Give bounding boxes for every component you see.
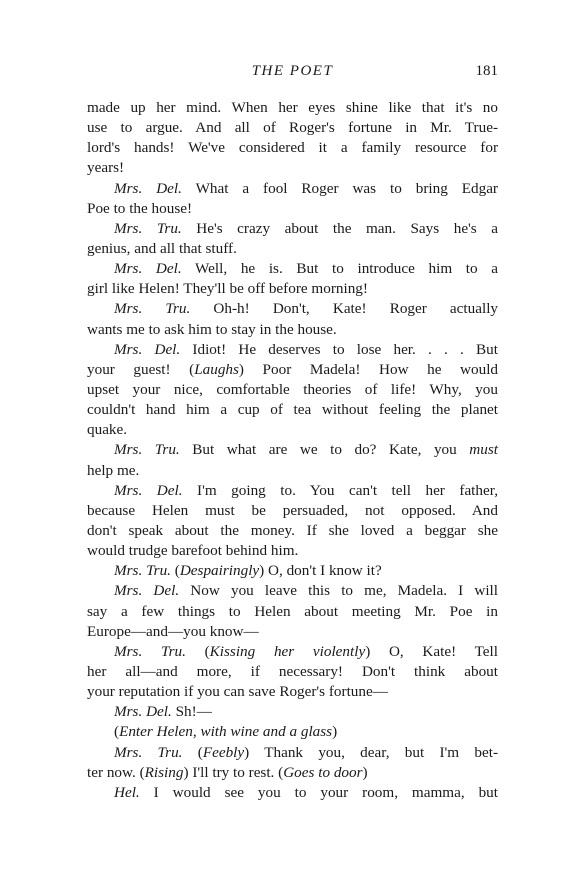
text-line	[87, 219, 498, 239]
italic-text-segment: Mrs. Tru.	[114, 300, 191, 318]
text-segment: ) I'll try to rest. (	[183, 763, 284, 781]
text-segment: I would see you to your room, mamma, but	[139, 783, 498, 801]
italic-text-segment: Mrs. Del.	[114, 582, 180, 600]
text-segment: What a fool Roger was to bring Edgar	[181, 179, 498, 197]
text-segment: ) Thank you, dear, but I'm bet-	[244, 743, 498, 761]
italic-text-segment: must	[469, 441, 498, 459]
text-segment: Poe to the house!	[87, 199, 193, 217]
italic-text-segment: Mrs. Tru.	[114, 219, 182, 237]
italic-text-segment: Kissing her violently	[209, 642, 366, 660]
text-line	[87, 239, 498, 259]
text-segment: girl like Helen! They'll be off before morning!	[87, 280, 368, 298]
text-line	[87, 541, 498, 561]
running-header	[87, 63, 498, 85]
italic-text-segment: Mrs. Del.	[114, 703, 172, 721]
text-line	[87, 158, 498, 178]
italic-text-segment: Hel.	[114, 783, 140, 801]
text-line	[87, 299, 498, 319]
text-line	[87, 259, 498, 279]
text-line	[87, 561, 498, 581]
text-segment: ter now. (	[87, 763, 145, 781]
italic-text-segment: Despairingly	[179, 562, 260, 580]
italic-text-segment: Mrs. Del.	[114, 260, 182, 278]
text-segment: ) O, don't I know it?	[259, 562, 382, 580]
text-segment: would trudge barefoot behind him.	[87, 542, 299, 560]
text-line	[87, 340, 498, 360]
text-line	[87, 118, 498, 138]
italic-text-segment: Feebly	[202, 743, 245, 761]
text-segment: your reputation if you can save Roger's fortune—	[87, 683, 388, 701]
text-line	[87, 783, 498, 803]
text-segment: Now you leave this to me, Madela. I will	[179, 582, 498, 600]
text-segment: say a few things to Helen about meeting Mr. Poe in	[87, 602, 498, 620]
text-line	[87, 501, 498, 521]
text-line	[87, 138, 498, 158]
page-body-text	[87, 98, 498, 803]
text-line	[87, 279, 498, 299]
text-segment: Well, he is. But to introduce him to a	[181, 260, 499, 278]
text-segment: Sh!—	[171, 703, 212, 721]
text-segment: Idiot! He deserves to lose her. . . . But	[180, 340, 498, 358]
text-line	[87, 642, 498, 662]
text-segment: her all—and more, if necessary! Don't think about	[87, 662, 498, 680]
text-segment: ) Poor Madela! How he would	[238, 360, 499, 378]
text-line	[87, 581, 498, 601]
text-segment: (	[170, 562, 180, 580]
text-line	[87, 400, 498, 420]
text-line	[87, 380, 498, 400]
text-line	[87, 199, 498, 219]
text-line	[87, 521, 498, 541]
italic-text-segment: Mrs. Del.	[114, 481, 183, 499]
text-segment: your guest! (	[87, 360, 195, 378]
text-segment: genius, and all that stuff.	[87, 239, 237, 257]
italic-text-segment: Mrs. Tru.	[114, 642, 186, 660]
text-segment: But what are we to do? Kate, you	[179, 441, 470, 459]
text-line	[87, 602, 498, 622]
text-line	[87, 461, 498, 481]
text-segment: don't speak about the money. If she loved a beggar she	[87, 521, 498, 539]
text-line	[87, 440, 498, 460]
text-segment: years!	[87, 159, 125, 177]
italic-text-segment: Mrs. Tru.	[114, 743, 183, 761]
text-line	[87, 320, 498, 340]
page-number: 181	[475, 63, 498, 79]
text-line	[87, 722, 498, 742]
italic-text-segment: Laughs	[194, 360, 239, 378]
italic-text-segment: Enter Helen, with wine and a glass	[119, 723, 333, 741]
running-title: THE POET	[251, 63, 334, 79]
text-line	[87, 481, 498, 501]
text-segment: quake.	[87, 421, 128, 439]
text-segment: lord's hands! We've considered it a family resource for	[87, 139, 498, 157]
text-line	[87, 682, 498, 702]
text-segment: He's crazy about the man. Says he's a	[181, 219, 498, 237]
text-segment: help me.	[87, 461, 140, 479]
text-segment: Europe—and—you know—	[87, 622, 259, 640]
text-segment: (	[182, 743, 203, 761]
text-segment: wants me to ask him to stay in the house.	[87, 320, 337, 338]
italic-text-segment: Mrs. Tru.	[114, 441, 180, 459]
text-segment: )	[362, 763, 368, 781]
text-line	[87, 763, 498, 783]
text-line	[87, 743, 498, 763]
text-segment: made up her mind. When her eyes shine like that it's no	[87, 99, 498, 116]
text-line	[87, 98, 498, 118]
text-segment: because Helen must be persuaded, not opposed. And	[87, 501, 498, 519]
text-segment: use to argue. And all of Roger's fortune in Mr. True-	[87, 119, 498, 137]
text-line	[87, 360, 498, 380]
text-line	[87, 420, 498, 440]
text-segment: couldn't hand him a cup of tea without feeling the planet	[87, 401, 498, 419]
text-line	[87, 622, 498, 642]
italic-text-segment: Mrs. Tru.	[114, 562, 171, 580]
italic-text-segment: Rising	[144, 763, 184, 781]
text-segment: )	[332, 723, 338, 741]
text-segment: Oh-h! Don't, Kate! Roger actually	[190, 300, 499, 318]
italic-text-segment: Mrs. Del.	[114, 340, 181, 358]
italic-text-segment: Mrs. Del.	[114, 179, 182, 197]
text-segment: (	[185, 642, 210, 660]
text-line	[87, 702, 498, 722]
text-segment: (	[114, 723, 120, 741]
text-segment: upset your nice, comfortable theories of life! Why, you	[87, 380, 498, 398]
text-segment: ) O, Kate! Tell	[365, 642, 498, 660]
text-line	[87, 662, 498, 682]
text-line	[87, 179, 498, 199]
italic-text-segment: Goes to door	[283, 763, 363, 781]
text-segment: I'm going to. You can't tell her father,	[182, 481, 498, 499]
